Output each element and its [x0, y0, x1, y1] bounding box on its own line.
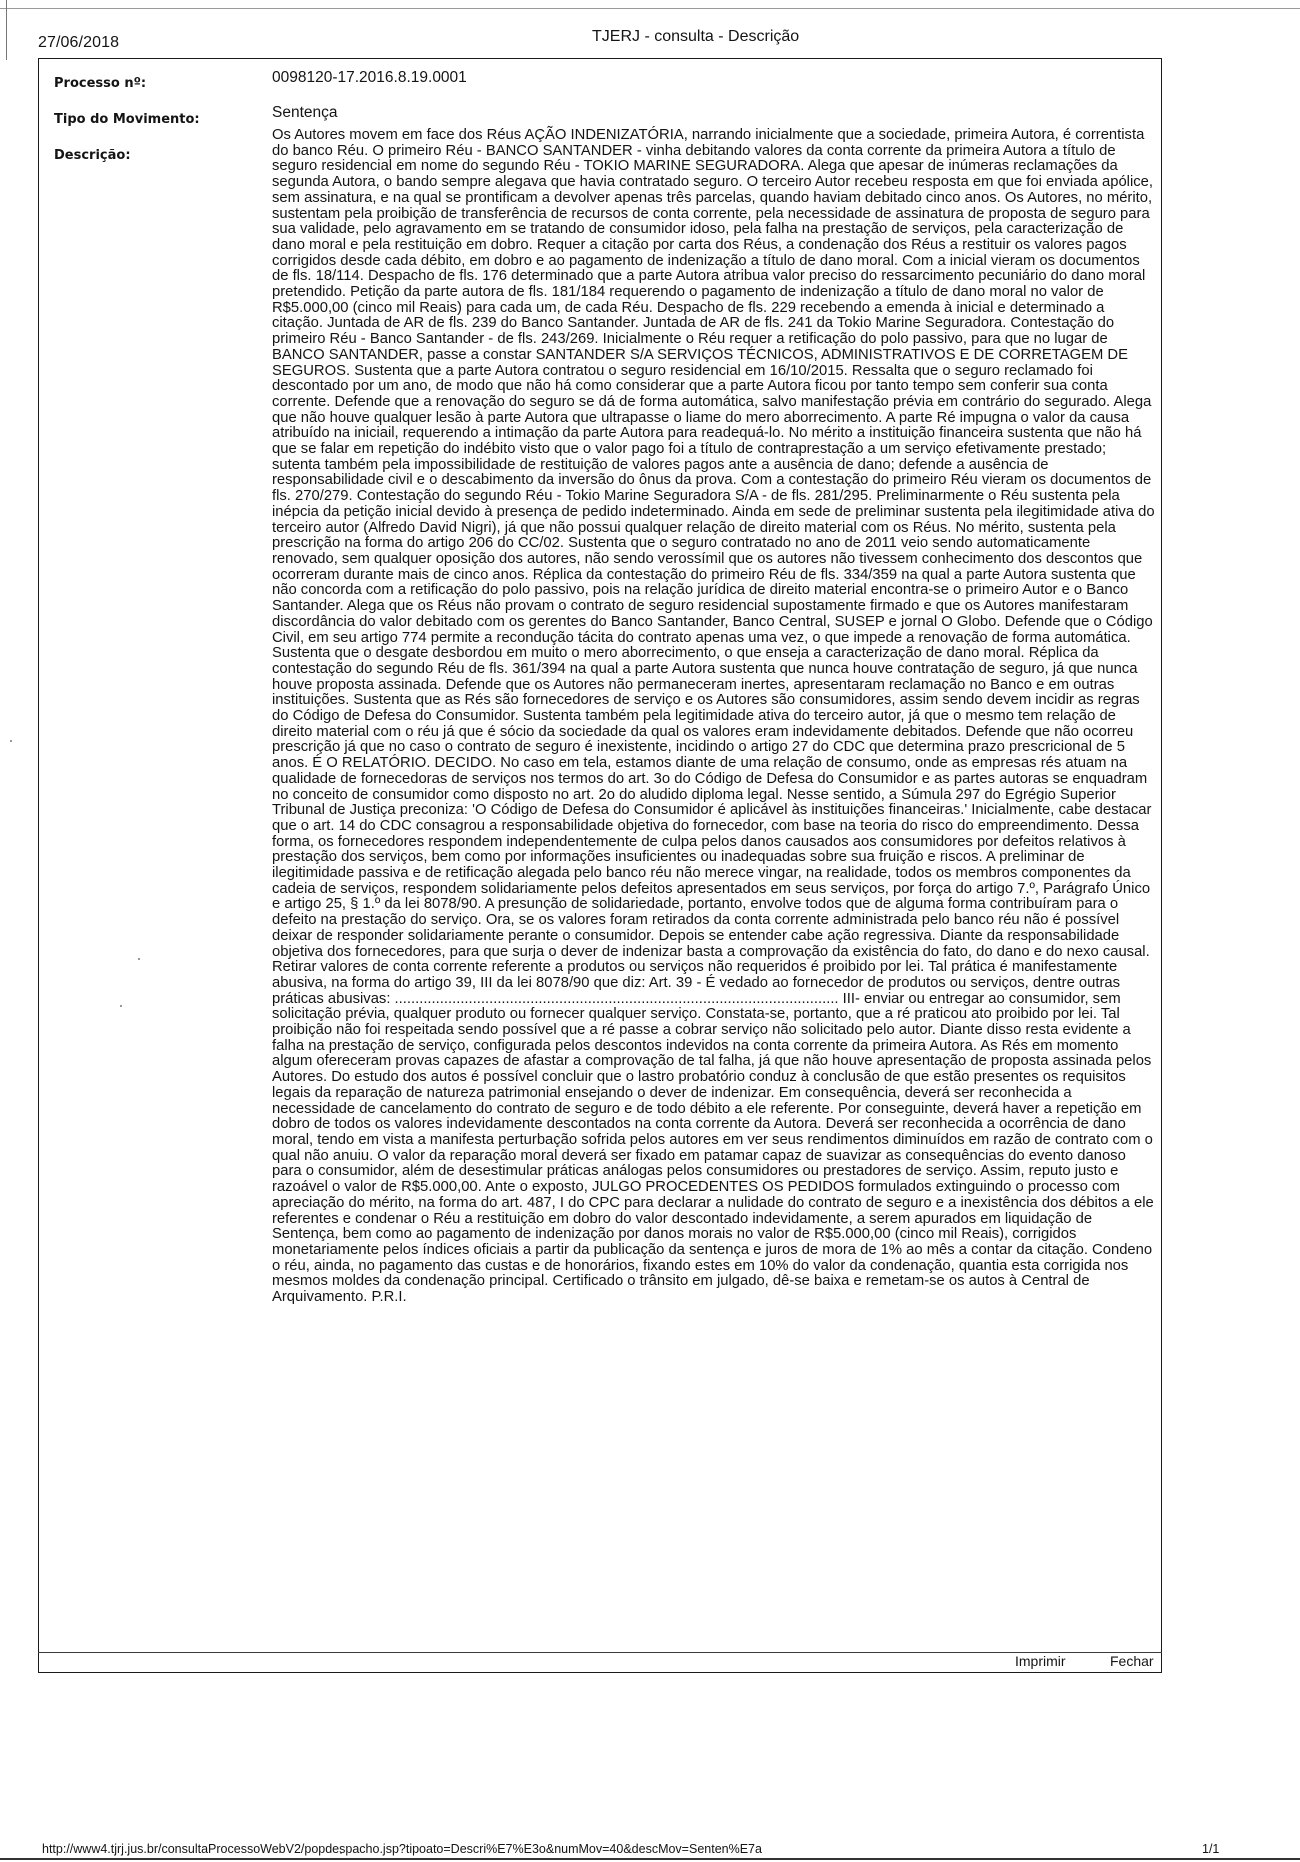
scan-speck [120, 1005, 122, 1007]
close-button[interactable]: Fechar [1110, 1653, 1154, 1669]
page-number: 1/1 [1202, 1842, 1220, 1856]
source-url: http://www4.tjrj.jus.br/consultaProcessoWebV2/popdespacho.jsp?tipoato=Descri%E7%E3o&numMov=40&descMov=Senten%E7a [42, 1842, 762, 1856]
actions-separator [38, 1652, 1162, 1653]
processo-label: Processo nº: [54, 76, 147, 91]
bottom-rule [0, 1858, 1300, 1860]
descricao-text: Os Autores movem em face dos Réus AÇÃO INDENIZATÓRIA, narrando inicialmente que a sociedade, primeira Autora, é correntista do banco Réu. O primeiro Réu - BANCO SANTANDER - vinha debitando valores da conta corrente da primeira Autora a título de seguro residencial em nome do segundo Réu - TOKIO MARINE SEGURADORA. Alega que apesar de inúmeras reclamações da segunda Autora, o bando sempre alegava que havia contratado seguro. O terceiro Autor recebeu resposta em que foi enviada apólice, sem assinatura, e na qual se prontificam a devolver apenas três parcelas, quando haviam debitado cinco anos. Os Autores, no mérito, sustentam pela proibição de transferência de recursos de conta corrente, pela necessidade de assinatura de proposta de seguro para sua validade, pelo agravamento em se tratando de consumidor idoso, pela falha na prestação de serviços, pela caracterização de dano moral e pela restituição em dobro. Requer a citação por carta dos Réus, a condenação dos Réus a restituir os valores pagos corrigidos desde cada débito, em dobro e ao pagamento de indenização a título de dano moral. Com a inicial vieram os documentos de fls. 18/114. Despacho de fls. 176 determinado que a parte Autora atribua valor preciso do ressarcimento pecuniário do dano moral pretendido. Petição da parte autora de fls. 181/184 requerendo o pagamento de indenização a título de dano moral no valor de R$5.000,00 (cinco mil Reais) para cada um, de cada Réu. Despacho de fls. 229 recebendo a emenda à inicial e determinado a citação. Juntada de AR de fls. 239 do Banco Santander. Juntada de AR de fls. 241 da Tokio Marine Seguradora. Contestação do primeiro Réu - Banco Santander - de fls. 243/269. Inicialmente o Réu requer a retificação do polo passivo, para que no lugar de BANCO SANTANDER, passe a constar SANTANDER S/A SERVIÇOS TÉCNICOS, ADMINISTRATIVOS E DE CORRETAGEM DE SEGUROS. Sustenta que a parte Autora contratou o seguro residencial em 16/10/2015. Ressalta que o seguro reclamado foi descontado por um ano, de modo que não há como considerar que a parte Autora ficou por tanto tempo sem conferir sua conta corrente. Defende que a renovação do seguro se dá de forma automática, salvo manifestação prévia em contrário do segurado. Alega que não houve qualquer lesão à parte Autora que ultrapasse o liame do mero aborrecimento. A parte Ré impugna o valor da causa atribuído na iniciail, requerendo a intimação da parte Autora para readequá-lo. No mérito a instituição financeira sustenta que não há que se falar em repetição do indébito visto que o valor pago foi a título de contraprestação a um serviço efetivamente prestado; sutenta também pela impossibilidade de restituição de valores pagos ante a ausência de dano; defende a ausência de responsabilidade civil e o descabimento da inversão do ônus da prova. Com a contestação do primeiro Réu vieram os documentos de fls. 270/279. Contestação do segundo Réu - Tokio Marine Seguradora S/A - de fls. 281/295. Preliminarmente o Réu sustenta pela inépcia da petição inicial devido à presença de pedido indeterminado. Ainda em sede de preliminar sustenta pela ilegitimidade ativa do terceiro autor (Alfredo David Nigri), já que não possui qualquer relação de direito material com os Réus. No mérito, sustenta pela prescrição na forma do artigo 206 do CC/02. Sustenta que o seguro contratado no ano de 2011 veio sendo automaticamente renovado, sem qualquer oposição dos autores, não sendo verossímil que os autores não tivessem conhecimento dos descontos que ocorreram durante mais de cinco anos. Réplica da contestação do primeiro Réu de fls. 334/359 na qual a parte Autora sustenta que não concorda com a retificação do polo passivo, pois na relação jurídica de direito material encontra-se o primeiro Autor e o Banco Santander. Alega que os Réus não provam o contrato de seguro residencial supostamente firmado e que os Autores manifestaram discordância do valor debitado com os gerentes do Banco Santander, Banco Central, SUSEP e jornal O Globo. Defende que o Código Civil, em seu artigo 774 permite a recondução tácita do contrato apenas uma vez, o que impede a renovação de forma automática. Sustenta que o desgate desbordou em muito o mero aborrecimento, o que enseja a caracterização de dano moral. Réplica da contestação do segundo Réu de fls. 361/394 na qual a parte Autora sustenta que nunca houve contratação de seguro, já que nunca houve proposta assinada. Defende que os Autores não permaneceram inertes, apresentaram reclamação no Banco e em outras instituições. Sustenta que as Rés são fornecedores de serviço e os Autores são consumidores, assim sendo devem incidir as regras do Código de Defesa do Consumidor. Sustenta também pela legitimidade ativa do terceiro autor, já que o mesmo tem relação de direito material com o réu já que é sócio da sociedade da qual os valores eram indevidamente debitados. Defende que não ocorreu prescrição já que no caso o contrato de seguro é inexistente, incidindo o artigo 27 do CDC que determina prazo prescricional de 5 anos. É O RELATÓRIO. DECIDO. No caso em tela, estamos diante de uma relação de consumo, onde as empresas rés atuam na qualidade de fornecedoras de serviços nos termos do art. 3o do Código de Defesa do Consumidor e as partes autoras se enquadram no conceito de consumidor como disposto no art. 2o do aludido diploma legal. Nesse sentido, a Súmula 297 do Egrégio Superior Tribunal de Justiça preconiza: 'O Código de Defesa do Consumidor é aplicável às instituições financeiras.' Inicialmente, cabe destacar que o art. 14 do CDC consagrou a responsabilidade objetiva do fornecedor, com base na teoria do risco do empreendimento. Dessa forma, os fornecedores respondem independentemente de culpa pelos danos causados aos consumidores por defeitos relativos à prestação dos serviços, bem como por informações insuficientes ou inadequadas sobre sua fruição e riscos. A preliminar de ilegitimidade passiva e de retificação alegada pelo banco réu não merece vingar, na realidade, todos os membros componentes da cadeia de serviços, respondem solidariamente pelos defeitos apresentados em seus serviços, por força do artigo 7.º, Parágrafo Único e artigo 25, § 1.º da lei 8078/90. A presunção de solidariedade, portanto, envolve todos que de alguma forma contribuíram para o defeito na prestação do serviço. Ora, se os valores foram retirados da conta corrente administrada pelo banco réu não é possível deixar de responder solidariamente perante o consumidor. Depois se entender cabe ação regressiva. Diante da responsabilidade objetiva dos fornecedores, para que surja o dever de indenizar basta a comprovação da existência do fato, do dano e do nexo causal. Retirar valores de conta corrente referente a produtos ou serviços não requeridos é proibido por lei. Tal prática é manifestamente abusiva, na forma do artigo 39, III da lei 8078/90 que diz: Art. 39 - É vedado ao fornecedor de produtos ou serviços, dentre outras práticas abusivas: ............................................................................................................ III- enviar ou entregar ao consumidor, sem solicitação prévia, qualquer produto ou fornecer qualquer serviço. Constata-se, portanto, que a ré praticou ato proibido por lei. Tal proibição não foi respeitada sendo possível que a ré passe a cobrar serviço não solicitado pelo autor. Diante disso resta evidente a falha na prestação de serviço, configurada pelos descontos indevidos na conta corrente da primeira Autora. As Rés em momento algum ofereceram provas capazes de afastar a comprovação de tal falha, já que não houve apresentação de proposta assinada pelos Autores. Do estudo dos autos é possível concluir que o lastro probatório conduz à conclusão de que estão presentes os requisitos legais da reparação de natureza patrimonial ensejando o dever de indenizar. Em consequência, deverá ser reconhecida a necessidade de cancelamento do contrato de seguro e de todo débito a ele referente. Por conseguinte, deverá haver a repetição em dobro de todos os valores indevidamente descontados na conta corrente da Autora. Deverá ser reconhecida a ocorrência de dano moral, tendo em vista a manifesta perturbação sofrida pelos autores em ver seus rendimentos diminuídos em razão de contrato com o qual não anuiu. O valor da reparação moral deverá ser fixado em patamar capaz de suavizar as consequências do evento danoso para o consumidor, além de desestimular práticas análogas pelos consumidores ou prestadores de serviço. Assim, reputo justo e razoável o valor de R$5.000,00. Ante o exposto, JULGO PROCEDENTES OS PEDIDOS formulados extinguindo o processo com apreciação do mérito, na forma do art. 487, I do CPC para declarar a nulidade do contrato de seguro e a inexistência dos débitos a ele referentes e condenar o Réu a restituição em dobro do valor descontado indevidamente, a serem apurados em liquidação de Sentença, bem como ao pagamento de indenização por danos morais no valor de R$5.000,00 (cinco mil Reais), corrigidos monetariamente pelos índices oficiais a partir da publicação da sentença e juros de mora de 1% ao mês a contar da citação. Condeno o réu, ainda, no pagamento das custas e de honorários, fixando estes em 10% do valor da condenação, quantia esta corrigida nos mesmos moldes da condenação principal. Certificado o trânsito em julgado, dê-se baixa e remetam-se os autos à Central de Arquivamento. P.R.I. [272, 127, 1155, 1306]
processo-value: 0098120-17.2016.8.19.0001 [272, 69, 467, 86]
tipo-movimento-value: Sentença [272, 104, 338, 121]
print-date: 27/06/2018 [38, 34, 120, 51]
page-top-rule [0, 8, 1300, 9]
tipo-movimento-label: Tipo do Movimento: [54, 112, 200, 127]
scan-speck [10, 740, 12, 742]
scan-edge-mark [6, 0, 7, 60]
descricao-label: Descrição: [54, 148, 131, 163]
print-button[interactable]: Imprimir [1015, 1653, 1066, 1669]
scan-speck [138, 958, 140, 960]
page-title: TJERJ - consulta - Descrição [592, 28, 800, 45]
